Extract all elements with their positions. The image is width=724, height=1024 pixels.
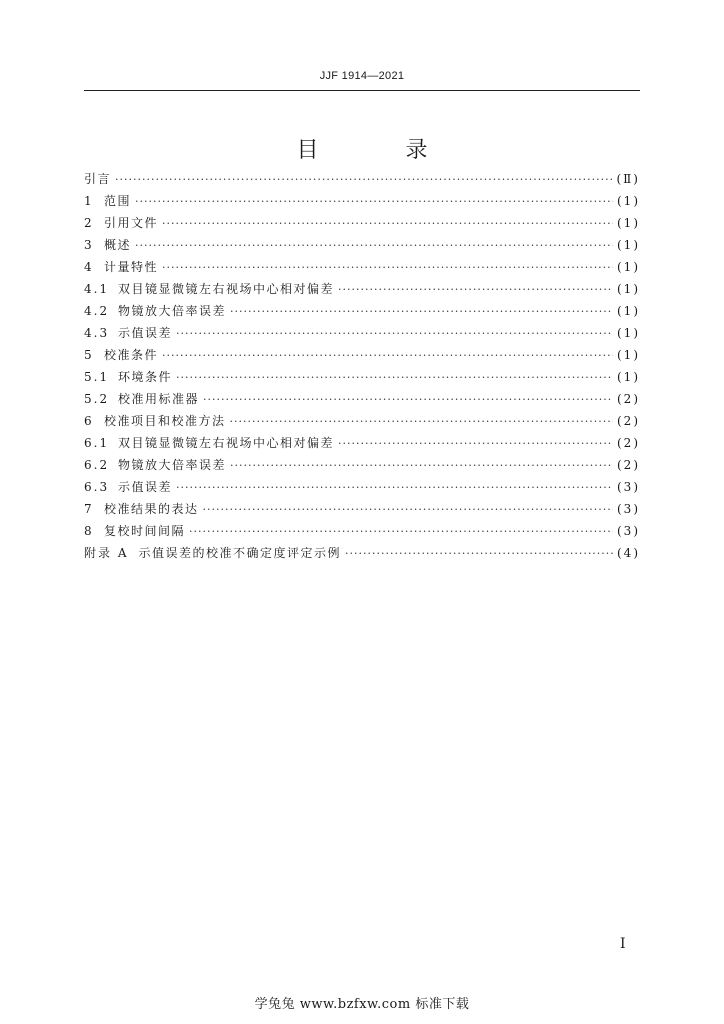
toc-entry-6-1[interactable]	[84, 432, 640, 454]
toc-entry-number: 4.1	[84, 282, 110, 296]
toc-entry-text: 校准用标准器	[118, 392, 200, 406]
toc-entry-number: 1	[84, 194, 94, 208]
toc-entry-text: 引用文件	[104, 216, 159, 230]
toc-leader-dots	[230, 411, 613, 433]
toc-entry-number: 7	[84, 502, 94, 516]
toc-entry-page: (2)	[617, 392, 640, 406]
toc-entry-4-1[interactable]	[84, 278, 640, 300]
toc-entry-page: (4)	[617, 546, 640, 560]
toc-entry-page: (1)	[617, 304, 640, 318]
toc-entry-4[interactable]	[84, 256, 640, 278]
toc-entry-text: 示值误差	[118, 480, 173, 494]
toc-entry-page: (1)	[617, 370, 640, 384]
toc-entry-number: 5.1	[84, 370, 110, 384]
toc-entry-6-3[interactable]	[84, 476, 640, 498]
toc-leader-dots	[230, 301, 613, 323]
toc-entry-text: 计量特性	[104, 260, 159, 274]
toc-entry-text: 概述	[104, 238, 132, 252]
toc-entry-page: (3)	[617, 480, 640, 494]
toc-leader-dots	[135, 235, 613, 257]
toc-entry-number: 2	[84, 216, 94, 230]
toc-entry-page: (1)	[617, 194, 640, 208]
toc-leader-dots	[176, 477, 613, 499]
toc-entry-number: 4.2	[84, 304, 110, 318]
toc-entry-text: 物镜放大倍率误差	[118, 304, 227, 318]
toc-entry-number: 4	[84, 260, 94, 274]
toc-leader-dots	[203, 499, 613, 521]
toc-entry-text: 校准条件	[104, 348, 159, 362]
toc-leader-dots	[162, 257, 613, 279]
toc-entry-4-2[interactable]	[84, 300, 640, 322]
toc-leader-dots	[345, 543, 613, 565]
toc-entry-text: 示值误差的校准不确定度评定示例	[138, 546, 341, 560]
toc-entry-page: (2)	[617, 414, 640, 428]
toc-entry-appendix-a[interactable]	[84, 542, 640, 564]
toc-entry-page: (1)	[617, 282, 640, 296]
toc-leader-dots	[203, 389, 613, 411]
toc-entry-page: (3)	[617, 502, 640, 516]
toc-entry-1[interactable]	[84, 190, 640, 212]
toc-entry-text: 示值误差	[118, 326, 173, 340]
header-divider	[84, 90, 640, 91]
toc-entry-number: 3	[84, 238, 94, 252]
toc-entry-number: 6.2	[84, 458, 110, 472]
toc-entry-text: 范围	[104, 194, 132, 208]
toc-entry-number: 4.3	[84, 326, 110, 340]
toc-entry-text: 双目镜显微镜左右视场中心相对偏差	[118, 436, 335, 450]
toc-entry-page: (2)	[617, 458, 640, 472]
table-of-contents	[84, 168, 640, 564]
toc-entry-foreword[interactable]	[84, 168, 640, 190]
toc-entry-page: (1)	[617, 348, 640, 362]
toc-entry-4-3[interactable]	[84, 322, 640, 344]
toc-entry-7[interactable]	[84, 498, 640, 520]
toc-entry-number: 6	[84, 414, 94, 428]
toc-entry-number: 附录 A	[84, 546, 129, 560]
toc-entry-page: (Ⅱ)	[616, 172, 640, 186]
toc-leader-dots	[176, 367, 613, 389]
toc-leader-dots	[338, 279, 613, 301]
page-number: I	[620, 936, 626, 952]
toc-entry-3[interactable]	[84, 234, 640, 256]
toc-entry-page: (1)	[617, 216, 640, 230]
toc-entry-number: 8	[84, 524, 94, 538]
toc-entry-number: 6.3	[84, 480, 110, 494]
toc-entry-text: 校准结果的表达	[104, 502, 199, 516]
toc-entry-text: 双目镜显微镜左右视场中心相对偏差	[118, 282, 335, 296]
toc-leader-dots	[135, 191, 613, 213]
toc-entry-text: 校准项目和校准方法	[104, 414, 226, 428]
toc-leader-dots	[115, 169, 612, 191]
toc-entry-text: 引言	[84, 172, 112, 186]
toc-leader-dots	[162, 345, 613, 367]
toc-entry-text: 环境条件	[118, 370, 173, 384]
toc-entry-8[interactable]	[84, 520, 640, 542]
toc-entry-page: (3)	[617, 524, 640, 538]
toc-entry-5-2[interactable]	[84, 388, 640, 410]
toc-entry-page: (1)	[617, 260, 640, 274]
toc-leader-dots	[162, 213, 613, 235]
toc-entry-6[interactable]	[84, 410, 640, 432]
toc-leader-dots	[230, 455, 613, 477]
toc-entry-5[interactable]	[84, 344, 640, 366]
toc-entry-number: 5	[84, 348, 94, 362]
toc-entry-5-1[interactable]	[84, 366, 640, 388]
toc-entry-page: (1)	[617, 238, 640, 252]
toc-entry-6-2[interactable]	[84, 454, 640, 476]
toc-leader-dots	[338, 433, 613, 455]
page-title: 目 录	[296, 137, 468, 163]
toc-entry-number: 6.1	[84, 436, 110, 450]
toc-entry-page: (1)	[617, 326, 640, 340]
toc-entry-page: (2)	[617, 436, 640, 450]
footer-watermark: 学兔兔 www.bzfxw.com 标准下载	[254, 997, 470, 1012]
toc-entry-text: 复校时间间隔	[104, 524, 186, 538]
toc-entry-text: 物镜放大倍率误差	[118, 458, 227, 472]
document-code: JJF 1914—2021	[319, 70, 405, 82]
toc-leader-dots	[189, 521, 613, 543]
toc-entry-number: 5.2	[84, 392, 110, 406]
toc-entry-2[interactable]	[84, 212, 640, 234]
toc-leader-dots	[176, 323, 613, 345]
